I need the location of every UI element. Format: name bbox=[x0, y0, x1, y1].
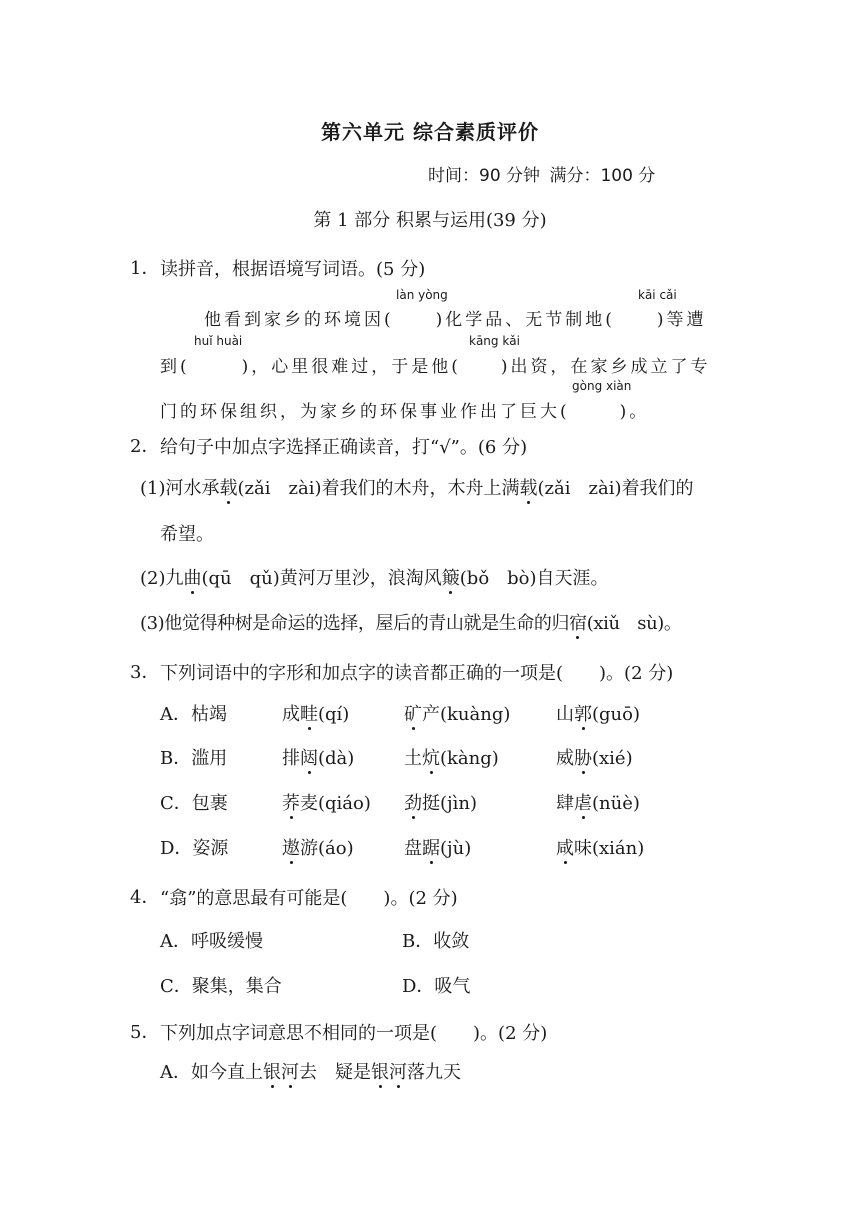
q3-a-word-3 bbox=[556, 700, 640, 726]
q4-option-b: B．收敛 bbox=[402, 931, 470, 952]
q3-a-word-1 bbox=[282, 700, 349, 726]
dotted-char: 矿 bbox=[404, 700, 422, 726]
text: 游(áo) bbox=[300, 838, 354, 859]
text: (nüè) bbox=[592, 793, 640, 814]
dotted-char: 咸 bbox=[556, 834, 574, 860]
q3-b-word-3 bbox=[556, 744, 633, 770]
text: 门的环保组织，为家乡的环保事业作出了巨大( bbox=[160, 402, 570, 422]
text: 去 疑是 bbox=[299, 1062, 371, 1083]
dotted-char: 河 bbox=[389, 1058, 407, 1084]
text: (qū qǔ)黄河万里沙，浪淘风 bbox=[201, 568, 442, 589]
text: 盘 bbox=[404, 838, 422, 859]
q3-d-word-3 bbox=[556, 834, 644, 860]
text: (guō) bbox=[592, 704, 640, 725]
q3-d-word-2 bbox=[404, 834, 471, 860]
dotted-char: 荞 bbox=[282, 789, 300, 815]
exam-meta bbox=[428, 161, 659, 186]
q2-sentence-1-cont: 希望。 bbox=[160, 524, 214, 545]
q5-stem: 下列加点字词意思不相同的一项是( )。(2 分) bbox=[160, 1023, 548, 1044]
text: 落九天 bbox=[407, 1062, 461, 1083]
text: 肆 bbox=[556, 793, 574, 814]
text: (zǎi zài)着我们的 bbox=[537, 478, 694, 499]
q3-option-d-label: D．姿源 bbox=[160, 838, 229, 859]
part-heading: 第 1 部分 积累与运用(39 分) bbox=[313, 210, 547, 231]
q4-option-d: D．吸气 bbox=[402, 976, 471, 997]
text: 排 bbox=[282, 748, 300, 769]
text: 挺(jìn) bbox=[422, 793, 477, 814]
text: 产(kuàng) bbox=[422, 704, 511, 725]
q2-number: 2． bbox=[130, 436, 160, 457]
text: (jù) bbox=[440, 838, 472, 859]
text: (zǎi zài)着我们的木舟，木舟上满 bbox=[237, 478, 520, 499]
text: 土 bbox=[404, 748, 422, 769]
pinyin-3: huǐ huài bbox=[194, 334, 243, 348]
text: (2)九 bbox=[140, 568, 184, 589]
q3-d-word-1 bbox=[282, 834, 354, 860]
q3-option-c-label: C．包裹 bbox=[160, 793, 228, 814]
text: )，心里很难过，于是他( bbox=[241, 357, 461, 377]
text: (3)他觉得种树是命运的选择，屋后的青山就是生命的归 bbox=[140, 613, 570, 634]
text: 麦(qiáo) bbox=[300, 793, 371, 814]
dotted-char: 河 bbox=[281, 1058, 299, 1084]
dotted-char: 踞 bbox=[422, 834, 440, 860]
q2-stem: 给句子中加点字选择正确读音，打“√”。(6 分) bbox=[160, 437, 528, 458]
text: 山 bbox=[556, 704, 574, 725]
q4-option-c: C．聚集，集合 bbox=[160, 976, 282, 997]
dotted-char: 畦 bbox=[300, 700, 318, 726]
dotted-char: 载 bbox=[220, 474, 238, 500]
text: )化学品、无节制地( bbox=[435, 310, 615, 330]
q1-line-2 bbox=[160, 352, 711, 377]
dotted-char: 银 bbox=[263, 1058, 281, 1084]
text: )。 bbox=[619, 402, 650, 422]
q4-stem: “翕”的意思最有可能是( )。(2 分) bbox=[160, 888, 458, 909]
text: (kàng) bbox=[440, 748, 499, 769]
dotted-char: 虐 bbox=[574, 789, 592, 815]
text: 味(xián) bbox=[574, 838, 645, 859]
q4-number: 4． bbox=[130, 887, 160, 908]
text: )出资，在家乡成立了专 bbox=[500, 357, 711, 377]
q2-sentence-2 bbox=[140, 564, 609, 590]
q4-option-a: A．呼吸缓慢 bbox=[160, 931, 263, 952]
pinyin-4: kāng kǎi bbox=[469, 334, 520, 348]
q2-sentence-1 bbox=[140, 474, 694, 500]
dotted-char: 银 bbox=[371, 1058, 389, 1084]
q1-line-1 bbox=[204, 305, 707, 330]
text: (qí) bbox=[318, 704, 350, 725]
dotted-char: 闼 bbox=[300, 744, 318, 770]
q1-number: 1． bbox=[130, 258, 160, 279]
q5-option-a bbox=[160, 1058, 461, 1084]
pinyin-2: kāi cǎi bbox=[638, 288, 677, 302]
page-title: 第六单元 综合素质评价 bbox=[321, 120, 539, 144]
text: 他看到家乡的环境因( bbox=[204, 310, 394, 330]
q2-sentence-3 bbox=[140, 609, 682, 635]
exam-score: 满分：100 分 bbox=[549, 166, 656, 186]
dotted-char: 劲 bbox=[404, 789, 422, 815]
q3-a-word-2 bbox=[404, 700, 510, 726]
text: )等遭 bbox=[656, 310, 707, 330]
text: (xiǔ sù)。 bbox=[586, 613, 682, 634]
q1-line-3 bbox=[160, 397, 649, 422]
text: 威 bbox=[556, 748, 574, 769]
pinyin-5: gòng xiàn bbox=[572, 379, 632, 393]
dotted-char: 郭 bbox=[574, 700, 592, 726]
text: A．如今直上 bbox=[160, 1062, 263, 1083]
dotted-char: 遨 bbox=[282, 834, 300, 860]
q3-number: 3． bbox=[130, 662, 160, 683]
text: 成 bbox=[282, 704, 300, 725]
dotted-char: 炕 bbox=[422, 744, 440, 770]
q3-stem: 下列词语中的字形和加点字的读音都正确的一项是( )。(2 分) bbox=[160, 663, 674, 684]
q3-c-word-3 bbox=[556, 789, 640, 815]
q3-c-word-1 bbox=[282, 789, 371, 815]
q3-option-b-label: B．滥用 bbox=[160, 748, 228, 769]
q3-c-word-2 bbox=[404, 789, 477, 815]
text: (dà) bbox=[318, 748, 355, 769]
q1-stem: 读拼音，根据语境写词语。(5 分) bbox=[160, 259, 426, 280]
dotted-char: 宿 bbox=[569, 609, 587, 635]
text: 到( bbox=[160, 357, 190, 377]
text: (xié) bbox=[592, 748, 633, 769]
q3-option-a-label: A．枯竭 bbox=[160, 704, 227, 725]
q3-b-word-1 bbox=[282, 744, 354, 770]
q5-number: 5． bbox=[130, 1022, 160, 1043]
dotted-char: 胁 bbox=[574, 744, 592, 770]
text: (1)河水承 bbox=[140, 478, 220, 499]
dotted-char: 曲 bbox=[184, 564, 202, 590]
dotted-char: 簸 bbox=[442, 564, 460, 590]
dotted-char: 载 bbox=[520, 474, 538, 500]
text: (bǒ bò)自天涯。 bbox=[459, 568, 609, 589]
exam-time: 时间：90 分钟 bbox=[428, 166, 541, 186]
q3-b-word-2 bbox=[404, 744, 499, 770]
pinyin-1: làn yòng bbox=[396, 288, 448, 302]
